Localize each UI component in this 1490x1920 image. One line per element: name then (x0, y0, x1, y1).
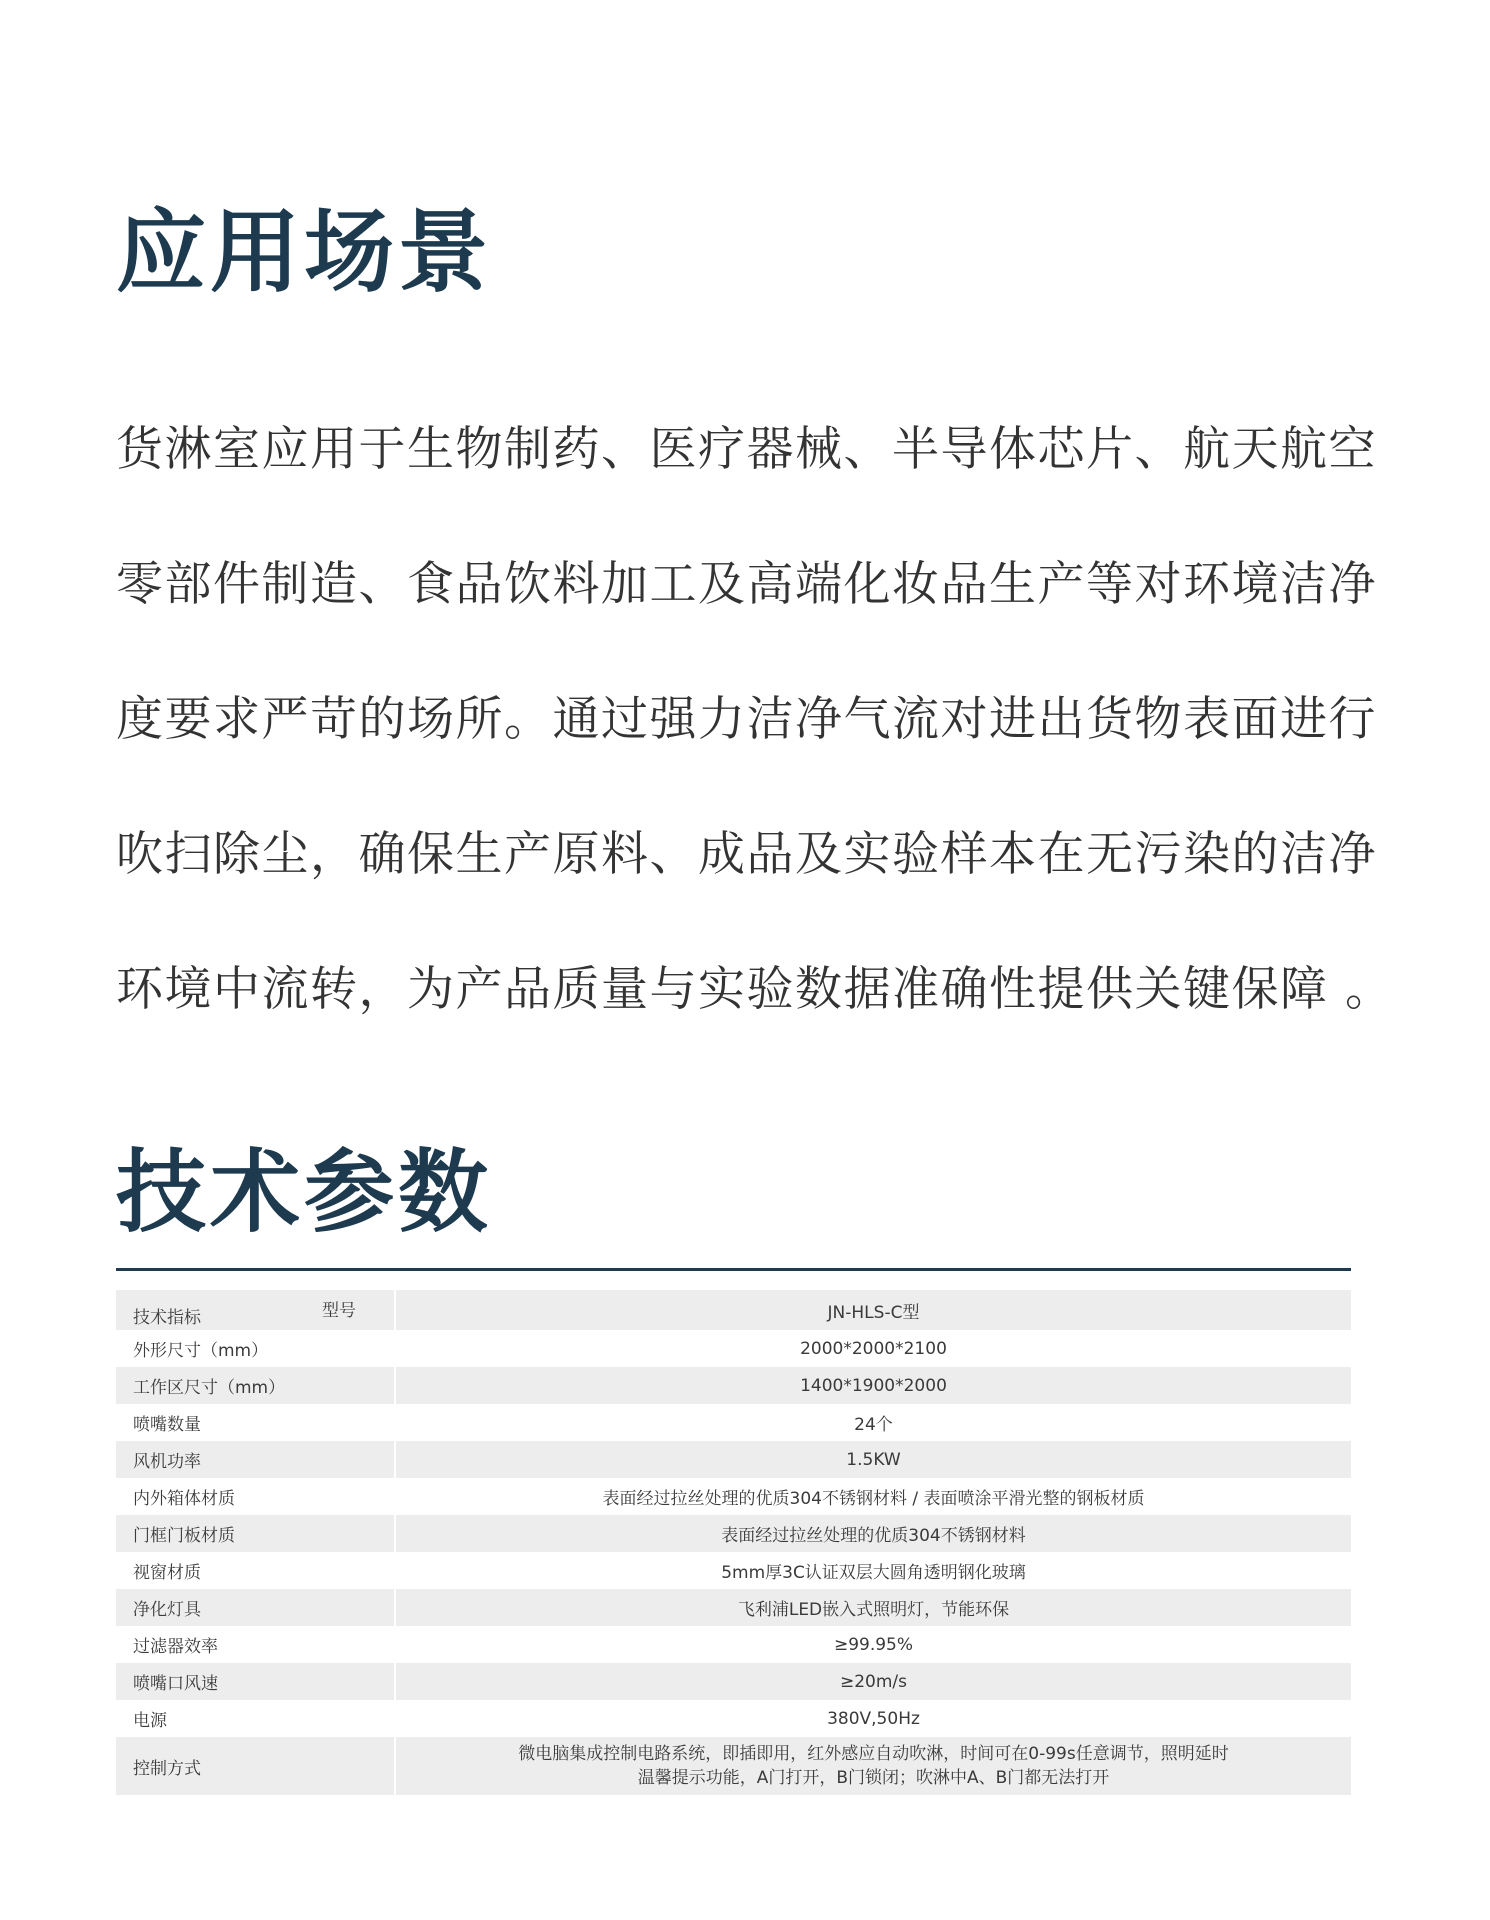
row-label: 过滤器效率 (116, 1626, 395, 1663)
row-value: ≥20m/s (395, 1663, 1351, 1700)
row-label: 视窗材质 (116, 1552, 395, 1589)
row-value: 5mm厚3C认证双层大圆角透明钢化玻璃 (721, 1563, 1026, 1583)
row-label: 喷嘴数量 (116, 1404, 395, 1441)
scenario-paragraph (116, 410, 1394, 1085)
row-label: 喷嘴口风速 (116, 1663, 395, 1700)
row-value: 表面经过拉丝处理的优质304不锈钢材料 / 表面喷涂平滑光整的钢板材质 (602, 1489, 1145, 1509)
section-divider (116, 1268, 1351, 1271)
paragraph-line: 货淋室应用于生物制药、医疗器械、半导体芯片、航天航空 (116, 422, 1377, 477)
header-corner-cell (116, 1290, 395, 1330)
row-value: 表面经过拉丝处理的优质304不锈钢材料 (395, 1515, 1351, 1552)
row-label: 电源 (116, 1700, 395, 1737)
table-row (116, 1700, 1351, 1737)
row-value: 1400*1900*2000 (395, 1367, 1351, 1404)
row-value-line: 温馨提示功能，A门打开，B门锁闭；吹淋中A、B门都无法打开 (637, 1768, 1110, 1788)
row-label: 门框门板材质 (116, 1515, 395, 1552)
table-row (116, 1626, 1351, 1663)
row-value: 1.5KW (395, 1441, 1351, 1478)
paragraph-line: 度要求严苛的场所。通过强力洁净气流对进出货物表面进行 (116, 692, 1377, 747)
table-row (116, 1404, 1351, 1441)
row-value-line: 微电脑集成控制电路系统，即插即用，红外感应自动吹淋，时间可在0-99s任意调节，照明延时 (518, 1744, 1229, 1764)
table-row (116, 1589, 1351, 1626)
paragraph-line: 环境中流转，为产品质量与实验数据准确性提供关键保障 。 (116, 962, 1394, 1017)
section-title-scenario: 应用场景 (116, 200, 492, 305)
table-header-row (116, 1290, 1351, 1330)
paragraph-line: 零部件制造、食品饮料加工及高端化妆品生产等对环境洁净 (116, 557, 1377, 612)
table-row (116, 1663, 1351, 1700)
row-label: 外形尺寸（mm） (116, 1330, 395, 1367)
row-label: 工作区尺寸（mm） (116, 1367, 395, 1404)
table-row (116, 1552, 1351, 1589)
header-model-label: 型号 (322, 1301, 356, 1321)
table-row (116, 1515, 1351, 1552)
row-value: 24个 (854, 1415, 893, 1435)
table-row (116, 1330, 1351, 1367)
paragraph-line: 吹扫除尘，确保生产原料、成品及实验样本在无污染的洁净 (116, 827, 1377, 882)
row-value: ≥99.95% (833, 1634, 914, 1655)
row-label: 内外箱体材质 (116, 1478, 395, 1515)
row-label: 风机功率 (116, 1441, 395, 1478)
table-row (116, 1737, 1351, 1795)
header-metric-label: 技术指标 (133, 1308, 201, 1328)
row-label: 控制方式 (116, 1737, 395, 1795)
row-value: 380V,50Hz (827, 1708, 920, 1729)
table-row (116, 1367, 1351, 1404)
row-label: 净化灯具 (116, 1589, 395, 1626)
section-title-params: 技术参数 (116, 1140, 492, 1245)
row-value: 飞利浦LED嵌入式照明灯，节能环保 (395, 1589, 1351, 1626)
row-value: 2000*2000*2100 (800, 1338, 947, 1359)
table-row (116, 1478, 1351, 1515)
table-row (116, 1441, 1351, 1478)
header-model-value: JN-HLS-C型 (395, 1290, 1351, 1330)
row-value (395, 1737, 1351, 1795)
spec-table (116, 1290, 1351, 1795)
